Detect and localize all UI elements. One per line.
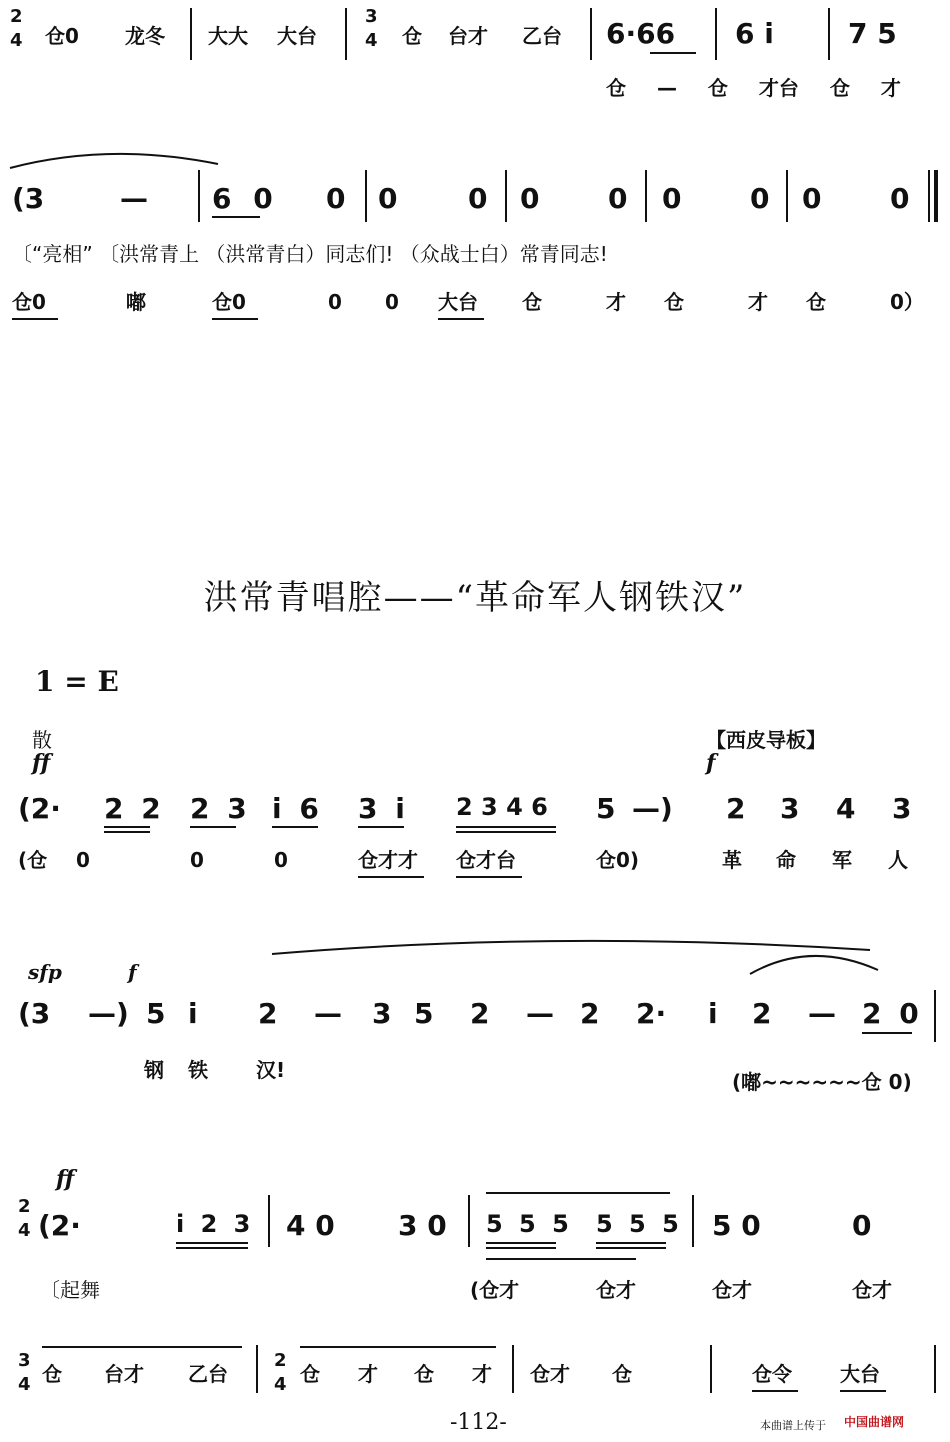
barline bbox=[505, 170, 507, 222]
underline bbox=[840, 1390, 886, 1392]
note-i6: i 6 bbox=[272, 792, 323, 825]
underline bbox=[176, 1247, 248, 1249]
bracket-label: 【西皮导板】 bbox=[706, 728, 826, 752]
perc-cang: 仓 bbox=[402, 24, 422, 48]
tremolo-bracket bbox=[42, 1346, 242, 1348]
watermark-logo: 中国曲谱网 bbox=[844, 1415, 905, 1429]
note-triplet-123: i 2 3 bbox=[176, 1210, 255, 1238]
note-3-0: 3 0 bbox=[398, 1209, 447, 1242]
watermark-text: 本曲谱上传于 bbox=[760, 1419, 826, 1432]
underline bbox=[456, 826, 556, 828]
lyric-han: 汉! bbox=[256, 1058, 286, 1082]
note-5-fermata: 5 bbox=[596, 792, 616, 825]
tempo-label: 散 bbox=[32, 728, 52, 752]
note-i: i bbox=[708, 997, 718, 1030]
dash: — bbox=[314, 997, 342, 1030]
perc-cang: 仓 bbox=[414, 1362, 434, 1386]
perc-du: 嘟 bbox=[126, 290, 146, 314]
perc-longdong: 龙冬 bbox=[125, 24, 165, 48]
note-3: 3 bbox=[372, 997, 392, 1030]
underline bbox=[176, 1242, 248, 1244]
barline bbox=[468, 1195, 470, 1247]
underline bbox=[486, 1247, 556, 1249]
note-2-dot: 2· bbox=[636, 997, 667, 1030]
perc-cai: 才 bbox=[606, 290, 626, 314]
note-2: 2 bbox=[258, 997, 278, 1030]
tremolo-bracket bbox=[486, 1192, 670, 1194]
note-2: 2 bbox=[726, 792, 746, 825]
barline bbox=[590, 8, 592, 60]
slur bbox=[0, 930, 950, 990]
barline bbox=[256, 1345, 258, 1393]
underline bbox=[212, 318, 258, 320]
note-0-fermata: 0 bbox=[852, 1209, 872, 1242]
final-barline bbox=[928, 170, 930, 222]
perc-cang: 仓 bbox=[612, 1362, 632, 1386]
note-0: 0 bbox=[326, 182, 346, 215]
perc-cang0: 仓0 bbox=[212, 290, 246, 314]
lyric-ge: 革 bbox=[722, 848, 742, 872]
perc-datai: 大台 bbox=[277, 24, 317, 48]
dynamic-f: f bbox=[128, 960, 137, 984]
perc-line: 仓 — 仓 才台 仓 才 bbox=[606, 76, 901, 100]
dynamic-ff: ff bbox=[56, 1166, 75, 1192]
dash-close: —) bbox=[632, 792, 673, 825]
perc-cang0: 仓0 bbox=[12, 290, 46, 314]
perc-cang0-close: 仓0) bbox=[596, 848, 640, 872]
perc-cai: 才 bbox=[748, 290, 768, 314]
note-3-open: (3 bbox=[18, 997, 51, 1030]
tremolo-bracket bbox=[486, 1258, 636, 1260]
note-3: 3 bbox=[780, 792, 800, 825]
underline bbox=[596, 1242, 666, 1244]
perc-cangcaicai: 仓才才 bbox=[358, 848, 418, 872]
perc-cangcai: 仓才 bbox=[712, 1278, 752, 1302]
perc-cangcai: 仓才 bbox=[596, 1278, 636, 1302]
lyric-ren: 人 bbox=[888, 848, 908, 872]
underline bbox=[272, 826, 318, 828]
underline bbox=[486, 1242, 556, 1244]
note-2-dot-open: (2· bbox=[38, 1209, 81, 1242]
note-22: 2 2 bbox=[104, 792, 165, 825]
note-0: 0 bbox=[802, 182, 822, 215]
note-0: 0 bbox=[468, 182, 488, 215]
barline bbox=[268, 1195, 270, 1247]
note-2-fermata: 2 bbox=[752, 997, 772, 1030]
perc-cang: 仓 bbox=[300, 1362, 320, 1386]
slur bbox=[0, 140, 950, 180]
perc-0: 0 bbox=[328, 290, 342, 314]
dynamic-f: f bbox=[706, 750, 716, 776]
perc-0: 0 bbox=[190, 848, 204, 872]
note-6-66: 6·66 bbox=[606, 17, 676, 50]
perc-du-roll-cang0: (嘟~~~~~~仓 0) bbox=[732, 1070, 912, 1094]
note-23: 2 3 bbox=[190, 792, 251, 825]
underline bbox=[358, 826, 404, 828]
barline bbox=[345, 8, 347, 60]
note-555: 5 5 5 bbox=[596, 1210, 683, 1238]
perc-datai: 大台 bbox=[840, 1362, 880, 1386]
underline bbox=[456, 876, 522, 878]
perc-yitai: 乙台 bbox=[522, 24, 562, 48]
lyric-ming: 命 bbox=[776, 848, 796, 872]
perc-cangcai: 仓才 bbox=[530, 1362, 570, 1386]
note-2: 2 bbox=[470, 997, 490, 1030]
dynamic-sfp: sfp bbox=[28, 960, 62, 984]
underline bbox=[438, 318, 484, 320]
barline bbox=[786, 170, 788, 222]
note-6-i: 6 i bbox=[735, 17, 774, 50]
note-4: 4 bbox=[836, 792, 856, 825]
page-number: -112- bbox=[450, 1410, 507, 1435]
barline bbox=[828, 8, 830, 60]
note-2346: 2 3 4 6 bbox=[456, 793, 548, 821]
underline bbox=[12, 318, 58, 320]
note-3: 3 bbox=[892, 792, 912, 825]
underline bbox=[190, 826, 236, 828]
perc-cai: 才 bbox=[472, 1362, 492, 1386]
note-2: 2 bbox=[580, 997, 600, 1030]
perc-0: 0 bbox=[385, 290, 399, 314]
dash-close: —) bbox=[88, 997, 129, 1030]
perc-0: 0 bbox=[76, 848, 90, 872]
barline bbox=[934, 990, 936, 1042]
perc-cang0: 仓0 bbox=[45, 24, 79, 48]
note-0: 0 bbox=[890, 182, 910, 215]
note-4-0: 4 0 bbox=[286, 1209, 335, 1242]
dash: — bbox=[808, 997, 836, 1030]
dash: — bbox=[526, 997, 554, 1030]
perc-taicai: 台才 bbox=[448, 24, 488, 48]
perc-cang: 仓 bbox=[664, 290, 684, 314]
note-0: 0 bbox=[378, 182, 398, 215]
perc-yitai: 乙台 bbox=[188, 1362, 228, 1386]
underline bbox=[358, 876, 424, 878]
perc-cang: 仓 bbox=[806, 290, 826, 314]
page-title: 洪常青唱腔——“革命军人钢铁汉” bbox=[203, 578, 747, 618]
note-6-fermata: (3 bbox=[12, 182, 45, 215]
note-0: 0 bbox=[750, 182, 770, 215]
underline bbox=[752, 1390, 798, 1392]
note-3i: 3 i bbox=[358, 792, 409, 825]
barline bbox=[365, 170, 367, 222]
note-0: 0 bbox=[520, 182, 540, 215]
note-0: 0 bbox=[662, 182, 682, 215]
dash: — bbox=[120, 182, 148, 215]
perc-cangling: 仓令 bbox=[752, 1362, 792, 1386]
underline bbox=[104, 826, 150, 828]
barline bbox=[645, 170, 647, 222]
tremolo-bracket bbox=[300, 1346, 496, 1348]
perc-cang: 仓 bbox=[522, 290, 542, 314]
perc-datai: 大台 bbox=[438, 290, 478, 314]
key-signature: 1 = E bbox=[35, 665, 119, 698]
perc-0: 0 bbox=[274, 848, 288, 872]
perc-cangcaitai: 仓才台 bbox=[456, 848, 516, 872]
barline bbox=[715, 8, 717, 60]
note-6-0: 6 0 bbox=[212, 182, 279, 215]
perc-dada: 大大 bbox=[208, 24, 248, 48]
underline bbox=[650, 52, 696, 54]
barline bbox=[190, 8, 192, 60]
perc-cai: 才 bbox=[358, 1362, 378, 1386]
note-5: 5 bbox=[146, 997, 166, 1030]
barline bbox=[512, 1345, 514, 1393]
perc-cangcai: (仓才 bbox=[470, 1278, 520, 1302]
lyric-gang: 钢 bbox=[144, 1058, 164, 1082]
note-5-0: 5 0 bbox=[712, 1209, 761, 1242]
perc-taicai: 台才 bbox=[104, 1362, 144, 1386]
stage-direction: 〔起舞 bbox=[40, 1278, 100, 1302]
underline bbox=[596, 1247, 666, 1249]
note-i: i bbox=[188, 997, 198, 1030]
barline bbox=[934, 1345, 936, 1393]
barline bbox=[710, 1345, 712, 1393]
perc-0-close: 0） bbox=[890, 290, 924, 314]
note-5: 5 bbox=[414, 997, 434, 1030]
note-0: 0 bbox=[608, 182, 628, 215]
final-barline-thick bbox=[934, 170, 938, 222]
note-2-0: 2 0 bbox=[862, 997, 923, 1030]
perc-cang: 仓 bbox=[42, 1362, 62, 1386]
dynamic-ff: ff bbox=[32, 750, 51, 776]
barline bbox=[198, 170, 200, 222]
underline bbox=[212, 216, 260, 218]
note-555: 5 5 5 bbox=[486, 1210, 573, 1238]
underline bbox=[456, 831, 556, 833]
note-2-dot-open: (2· bbox=[18, 792, 61, 825]
stage-direction-line: 〔“亮相” 〔洪常青上 （洪常青白）同志们! （众战士白）常青同志! bbox=[12, 242, 608, 266]
perc-open-cang: (仓 bbox=[18, 848, 48, 872]
lyric-tie: 铁 bbox=[188, 1058, 208, 1082]
underline bbox=[862, 1032, 912, 1034]
barline bbox=[692, 1195, 694, 1247]
lyric-jun: 军 bbox=[832, 848, 852, 872]
note-7-5: 7 5 bbox=[848, 17, 897, 50]
perc-cangcai: 仓才 bbox=[852, 1278, 892, 1302]
underline bbox=[104, 831, 150, 833]
